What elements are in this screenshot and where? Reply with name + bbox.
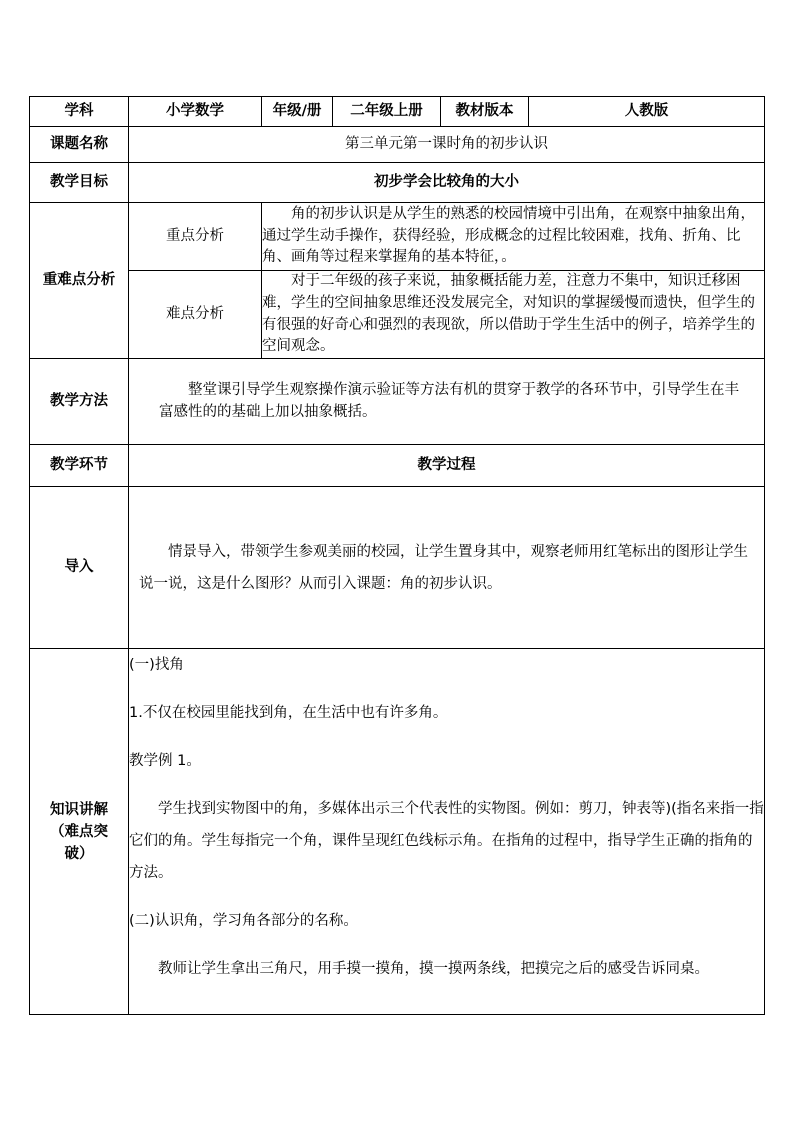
grade-label: 年级/册	[262, 97, 333, 127]
difficult-analysis-label: 难点分析	[129, 271, 262, 359]
goal-label: 教学目标	[30, 163, 129, 203]
intro-row	[30, 487, 765, 649]
edition-value: 人教版	[529, 97, 765, 127]
knowledge-p5: (二)认识角，学习角各部分的名称。	[129, 913, 358, 929]
knowledge-p3: 教学例 1。	[129, 753, 201, 769]
intro-label: 导入	[30, 487, 129, 649]
knowledge-label	[30, 649, 129, 1015]
knowledge-label-line3: 破）	[64, 845, 94, 862]
method-text: 整堂课引导学生观察操作演示验证等方法有机的贯穿于教学的各环节中，引导学生在丰富感性的的基础上加以抽象概括。	[159, 381, 739, 420]
analysis-label: 重难点分析	[30, 203, 129, 359]
difficult-analysis-cell	[262, 271, 765, 359]
key-analysis-text: 角的初步认识是从学生的熟悉的校园情境中引出角，在观察中抽象出角，通过学生动手操作，获得经验，形成概念的过程比较困难，找角、折角、比角、画角等过程来掌握角的基本特征，。	[262, 205, 755, 266]
subject-label: 学科	[30, 97, 129, 127]
process-header-row	[30, 445, 765, 487]
difficult-analysis-text: 对于二年级的孩子来说，抽象概括能力差，注意力不集中，知识迁移困难，学生的空间抽象思维还没发展完全，对知识的掌握缓慢而遗快，但学生的有很强的好奇心和强烈的表现欲，所以借助于学生生活中的例子，培养学生的空间观念。	[262, 273, 755, 355]
knowledge-label-line2: （难点突	[50, 823, 108, 840]
lesson-name-value: 第三单元第一课时角的初步认识	[129, 127, 765, 163]
knowledge-label-line1: 知识讲解	[50, 801, 108, 818]
key-analysis-label: 重点分析	[129, 203, 262, 271]
method-label: 教学方法	[30, 359, 129, 445]
process-label: 教学过程	[129, 445, 765, 487]
knowledge-p6: 教师让学生拿出三角尺，用手摸一摸角，摸一摸两条线，把摸完之后的感受告诉同桌。	[158, 961, 709, 977]
subject-value: 小学数学	[129, 97, 262, 127]
intro-cell	[129, 487, 765, 649]
knowledge-row	[30, 649, 765, 1015]
lesson-name-label: 课题名称	[30, 127, 129, 163]
difficult-analysis-row	[30, 271, 765, 359]
knowledge-p1: (一)找角	[129, 657, 184, 673]
stage-label: 教学环节	[30, 445, 129, 487]
lesson-plan-sheet	[29, 96, 764, 1015]
goal-row	[30, 163, 765, 203]
goal-value: 初步学会比较角的大小	[129, 163, 765, 203]
key-analysis-cell	[262, 203, 765, 271]
intro-text: 情景导入，带领学生参观美丽的校园，让学生置身其中，观察老师用红笔标出的图形让学生说一说，这是什么图形？从而引入课题：角的初步认识。	[139, 543, 748, 592]
method-row	[30, 359, 765, 445]
edition-label: 教材版本	[441, 97, 529, 127]
header-row	[30, 97, 765, 127]
knowledge-cell	[129, 649, 765, 1015]
key-analysis-row	[30, 203, 765, 271]
knowledge-p4: 学生找到实物图中的角，多媒体出示三个代表性的实物图。例如：剪刀，钟表等)(指名来指一指它们的角。学生每指完一个角，课件呈现红色线标示角。在指角的过程中，指导学生正确的指角的方法。	[129, 801, 764, 881]
method-cell	[129, 359, 765, 445]
grade-value: 二年级上册	[333, 97, 441, 127]
lesson-plan-table	[29, 96, 765, 1015]
knowledge-p2: 1.不仅在校园里能找到角，在生活中也有许多角。	[129, 705, 448, 721]
lesson-name-row	[30, 127, 765, 163]
